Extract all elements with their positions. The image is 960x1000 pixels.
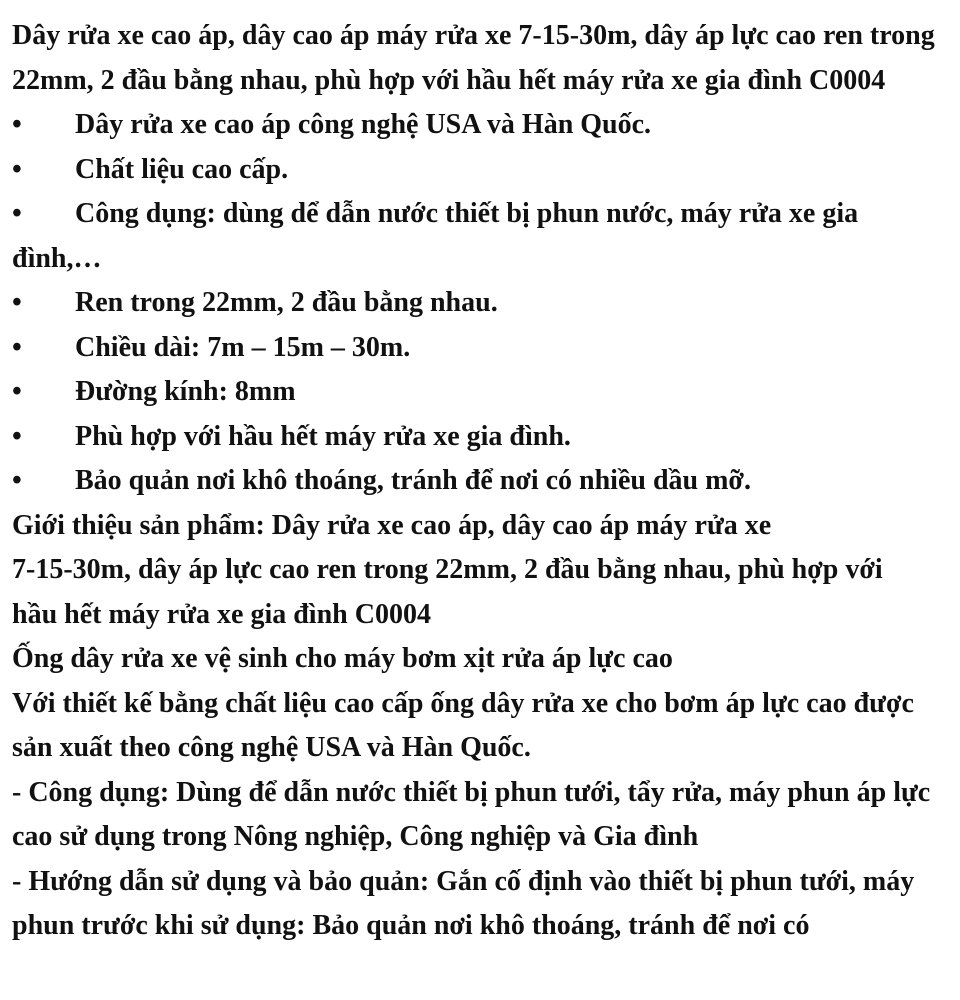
product-title: Dây rửa xe cao áp, dây cao áp máy rửa xe 7-15-30m, dây áp lực cao ren trong 22mm, 2 đầu bằng nhau, phù hợp với hầu hết máy rửa xe gia đình C0004 <box>12 20 935 96</box>
bullet-item-thread <box>12 281 948 326</box>
design-paragraph: Với thiết kế bằng chất liệu cao cấp ống dây rửa xe cho bơm áp lực cao được sản xuất theo công nghệ USA và Hàn Quốc. <box>12 687 914 763</box>
bullet-text: Phù hợp với hầu hết máy rửa xe gia đình. <box>75 420 571 452</box>
guide-paragraph: - Hướng dẫn sử dụng và bảo quản: Gắn cố định vào thiết bị phun tưới, máy phun trước khi sử dụng: Bảo quản nơi khô thoáng, tránh để nơi có <box>12 865 915 941</box>
bullet-item-length <box>12 326 948 371</box>
bullet-text: Dây rửa xe cao áp công nghệ USA và Hàn Quốc. <box>75 109 652 140</box>
intro-line: Giới thiệu sản phẩm: Dây rửa xe cao áp, dây cao áp máy rửa xe <box>12 509 772 541</box>
bullet-text: Công dụng: dùng dể dẫn nước thiết bị phun nước, máy rửa xe gia đình,… <box>12 198 859 274</box>
bullet-dot-icon: • <box>12 198 22 229</box>
product-intro <box>12 504 948 638</box>
bullet-dot-icon: • <box>12 376 22 407</box>
bullet-dot-icon: • <box>12 153 22 185</box>
bullet-dot-icon: • <box>12 331 22 363</box>
intro-line: hầu hết máy rửa xe gia đình C0004 <box>12 598 431 630</box>
bullet-item-usage <box>12 192 948 281</box>
bullet-item-compatibility <box>12 415 948 460</box>
bullet-text: Chất liệu cao cấp. <box>75 153 289 185</box>
bullet-text: Ren trong 22mm, 2 đầu bằng nhau. <box>75 287 498 318</box>
bullet-dot-icon: • <box>12 465 22 496</box>
bullet-text: Đường kính: 8mm <box>75 376 296 407</box>
hose-heading: Ống dây rửa xe vệ sinh cho máy bơm xịt rửa áp lực cao <box>12 643 673 674</box>
bullet-item-material <box>12 148 948 193</box>
bullet-dot-icon: • <box>12 420 22 452</box>
bullet-item-technology <box>12 103 948 148</box>
usage-paragraph: - Công dụng: Dùng để dẫn nước thiết bị phun tưới, tẩy rửa, máy phun áp lực cao sử dụng trong Nông nghiệp, Công nghiệp và Gia đình <box>12 776 931 852</box>
bullet-text: Chiều dài: 7m – 15m – 30m. <box>75 331 411 363</box>
bullet-dot-icon: • <box>12 287 22 318</box>
bullet-item-storage <box>12 459 948 504</box>
bullet-text: Bảo quản nơi khô thoáng, tránh để nơi có nhiều dầu mỡ. <box>75 465 751 496</box>
bullet-dot-icon: • <box>12 109 22 140</box>
bullet-item-diameter <box>12 370 948 415</box>
intro-line: 7-15-30m, dây áp lực cao ren trong 22mm, 2 đầu bằng nhau, phù hợp với <box>12 554 883 585</box>
